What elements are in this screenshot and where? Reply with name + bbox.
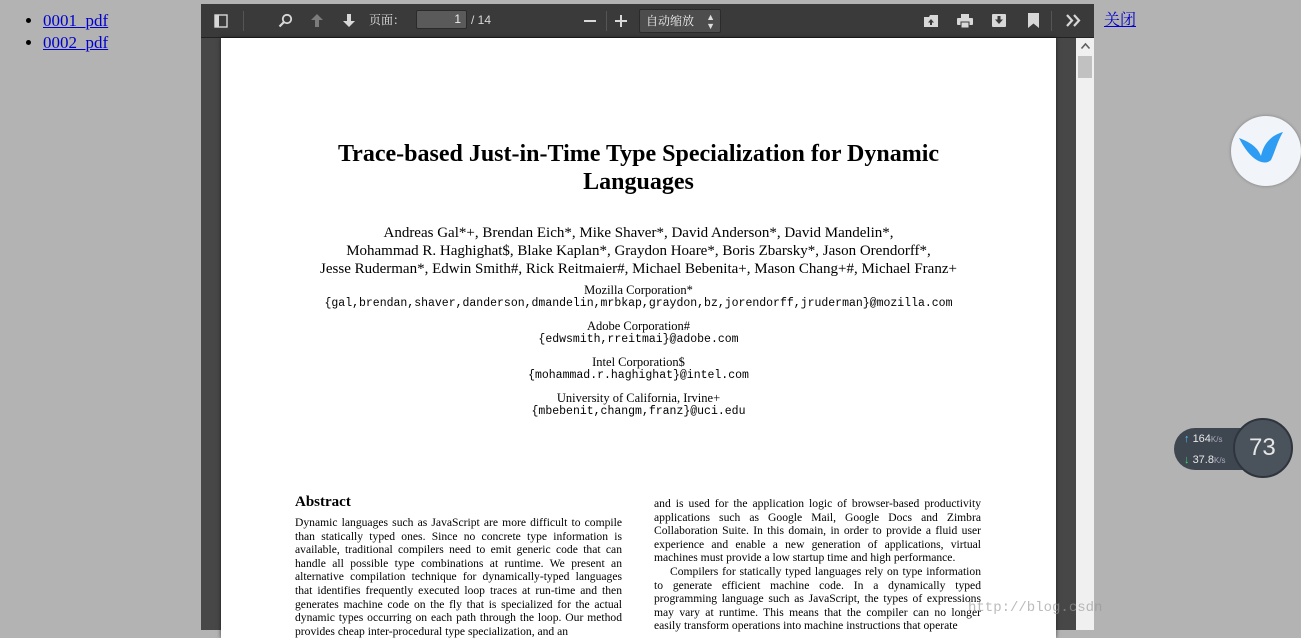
affiliation-email: {gal,brendan,shaver,danderson,dmandelin,mrbkap,graydon,bz,jorendorff,jruderman}@mozilla.com — [324, 297, 953, 310]
title-line: Languages — [583, 169, 694, 195]
file-link-0001[interactable]: 0001_pdf — [43, 11, 109, 30]
search-icon[interactable] — [273, 4, 297, 37]
viewer-toolbar — [201, 4, 1094, 38]
page-total: / 14 — [471, 13, 492, 27]
zoom-out-icon[interactable] — [578, 4, 602, 37]
author-line: Jesse Ruderman*, Edwin Smith#, Rick Reitmaier#, Michael Bebenita+, Mason Chang+#, Michael Franz+ — [320, 261, 957, 277]
file-link-0002[interactable]: 0002_pdf — [43, 33, 109, 52]
pdf-viewer — [201, 4, 1094, 638]
gauge-value: 73 — [1249, 434, 1276, 461]
next-page-icon[interactable] — [337, 4, 361, 37]
affiliation-email: {mbebenit,changm,franz}@uci.edu — [531, 405, 746, 418]
paragraph: and is used for the application logic of browser-based productivity applications such as Google Mail, Google Docs and Zimbra Collaboration Suite. In this domain, in order to provide a fluid user experience and enable a new generation of applications, virtual machines must provide a low startup time and high performance. — [654, 497, 981, 565]
list-item — [43, 32, 200, 54]
affiliation-org: University of California, Irvine+ — [556, 391, 721, 405]
vertical-scrollbar[interactable] — [1076, 38, 1094, 630]
paper-title — [221, 140, 1056, 196]
sidebar-toggle-icon[interactable] — [209, 4, 233, 37]
zoom-select[interactable] — [639, 9, 721, 33]
speed-unit: K/s — [1210, 435, 1223, 444]
upload-speed — [1184, 433, 1222, 445]
paragraph: Compilers for statically typed languages rely on type information to generate efficient machine code. In a dynamically typed programming language such as JavaScript, the types of expressions may vary at runtime. This means that the compiler can no longer easily transform operations into machine instructions that operate — [654, 564, 981, 633]
affiliation — [221, 355, 1056, 383]
affiliation-org: Adobe Corporation# — [586, 319, 691, 333]
close-link[interactable]: 关闭 — [1104, 12, 1137, 29]
right-column — [654, 497, 981, 633]
select-arrows-icon: ▲ ▼ — [706, 12, 715, 31]
file-list — [0, 0, 200, 54]
scroll-up-icon[interactable] — [1076, 38, 1094, 54]
tools-icon[interactable] — [1061, 4, 1087, 37]
author-line: Mohammad R. Haghighat$, Blake Kaplan*, Graydon Hoare*, Boris Zbarsky*, Jason Orendorff*, — [346, 243, 931, 259]
upload-value: 164 — [1192, 433, 1211, 445]
affiliation-email: {mohammad.r.haghighat}@intel.com — [528, 369, 749, 382]
bookmark-icon[interactable] — [1021, 4, 1045, 37]
upload-arrow-icon: ↑ — [1184, 433, 1190, 445]
zoom-select-value: 自动缩放 — [646, 14, 695, 28]
scroll-thumb[interactable] — [1078, 56, 1092, 78]
affiliation-email: {edwsmith,rreitmai}@adobe.com — [538, 333, 739, 346]
affiliation-org: Intel Corporation$ — [592, 355, 685, 369]
download-speed — [1184, 454, 1226, 466]
list-item — [43, 10, 200, 32]
abstract-heading: Abstract — [295, 494, 351, 510]
pdf-page — [221, 38, 1056, 638]
print-icon[interactable] — [953, 4, 977, 37]
title-line: Trace-based Just-in-Time Type Specialization for Dynamic — [337, 141, 940, 167]
page-number-input[interactable]: 1 — [416, 10, 467, 29]
bird-widget-icon[interactable] — [1231, 116, 1301, 186]
zoom-in-icon[interactable] — [609, 4, 633, 37]
affiliation — [221, 391, 1056, 419]
speed-unit: K/s — [1213, 456, 1226, 465]
download-icon[interactable] — [987, 4, 1011, 37]
author-list — [221, 224, 1056, 278]
presentation-mode-icon[interactable] — [919, 4, 943, 37]
affiliation — [221, 319, 1056, 347]
performance-gauge[interactable] — [1233, 418, 1293, 478]
download-value: 37.8 — [1192, 454, 1214, 466]
watermark: http://blog.csdn — [968, 600, 1103, 616]
author-line: Andreas Gal*+, Brendan Eich*, Mike Shaver*, David Anderson*, David Mandelin*, — [383, 225, 894, 241]
abstract-column — [295, 516, 622, 638]
page-label: 页面： — [369, 13, 406, 27]
affiliation — [221, 283, 1056, 311]
abstract-text: Dynamic languages such as JavaScript are more difficult to compile than statically typed ones. Since no concrete type information is available, traditional compilers need to emit generic code that can handle all possible type combinations at runtime. We present an alternative compilation technique for dynamically-typed languages that identifies frequently executed loop traces at run-time and then generates machine code on the fly that is specialized for the actual dynamic types occurring on each path through the loop. Our method provides cheap inter-procedural type specialization, and an — [295, 516, 622, 638]
affiliation-org: Mozilla Corporation* — [584, 283, 693, 297]
previous-page-icon[interactable] — [305, 4, 329, 37]
download-arrow-icon: ↓ — [1184, 454, 1190, 466]
